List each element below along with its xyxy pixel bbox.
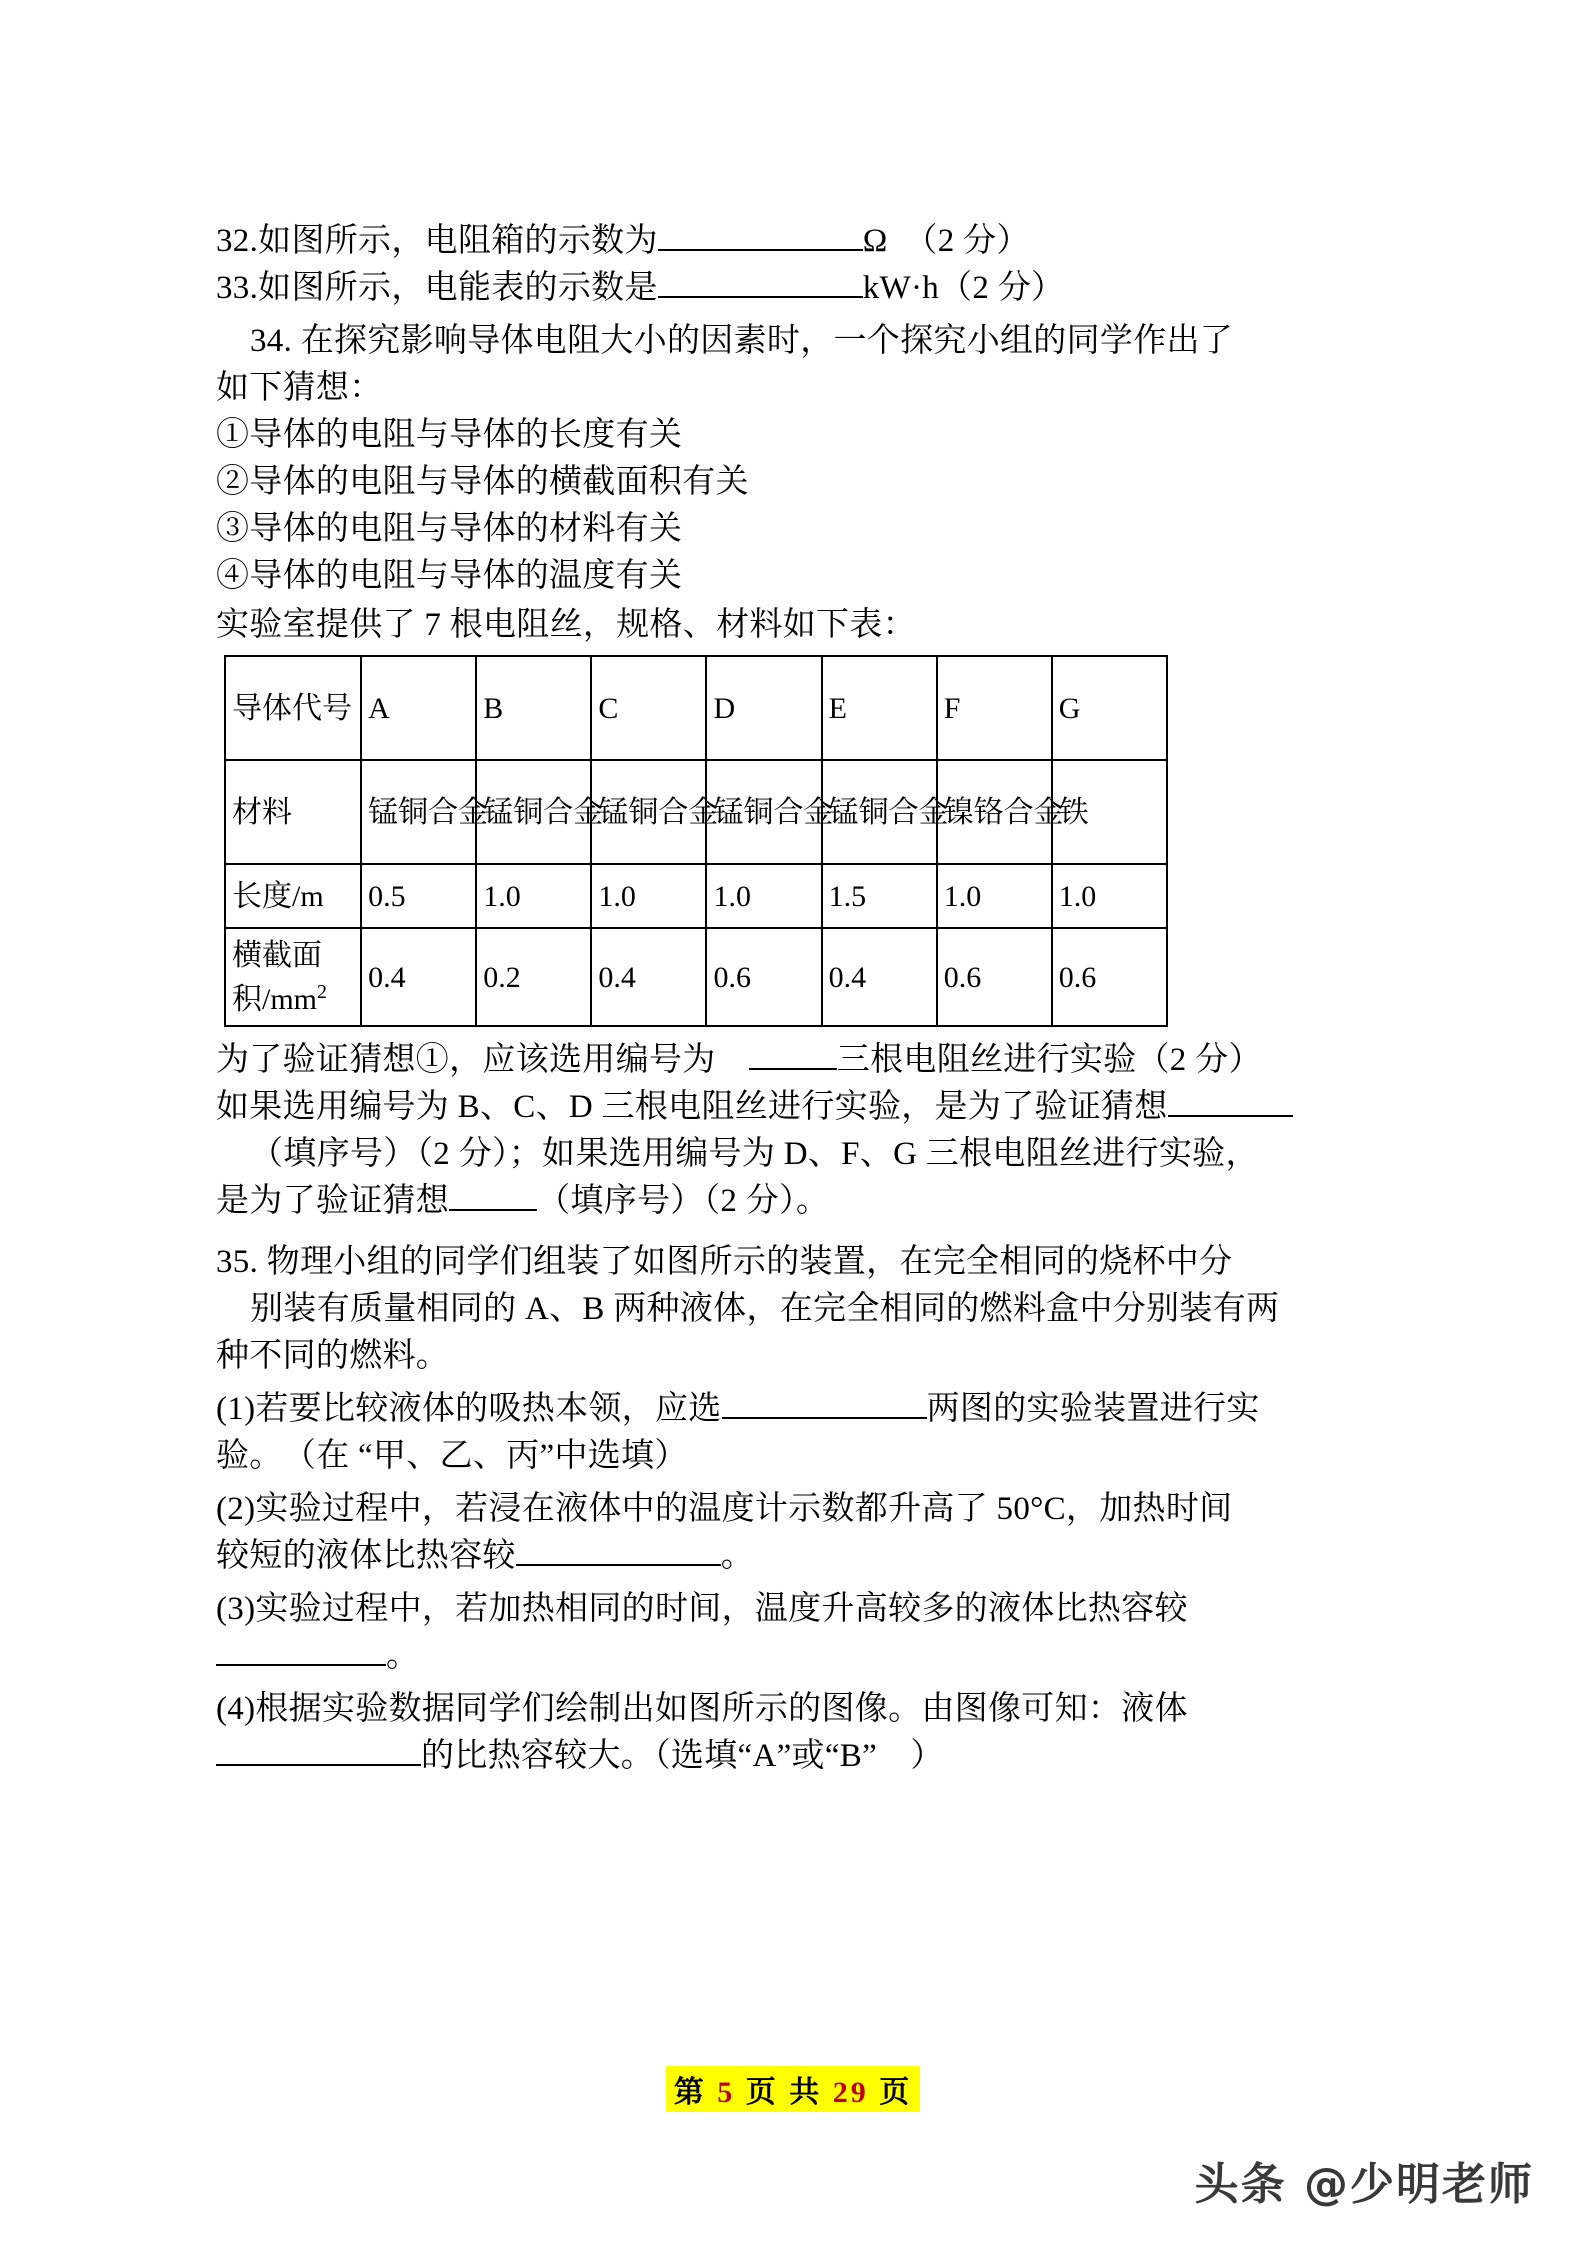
guess-item-4: ④导体的电阻与导体的温度有关 (216, 558, 683, 594)
table-rowheader-code: 导体代号 (225, 656, 361, 760)
table-cell-length-a: 0.5 (361, 864, 476, 928)
question-33-number: 33. (216, 270, 259, 306)
q35-sub-2 (216, 1486, 1376, 1580)
table-rowheader-area-text: 横截面积/mm (232, 938, 322, 1016)
q35-sub-4-line-1: (4)根据实验数据同学们绘制出如图所示的图像。由图像可知：液体 (216, 1691, 1188, 1727)
question-33-answer-blank[interactable] (658, 296, 863, 298)
table-cell-length-g: 1.0 (1052, 864, 1167, 928)
question-33 (216, 265, 1376, 312)
question-32-text-after: Ω （2 分） (862, 223, 1030, 259)
q35-sub-1-text-b: 两图的实验装置进行实 (926, 1391, 1260, 1427)
q35-sub-3-line-2 (216, 1633, 1376, 1680)
table-cell-length-f: 1.0 (937, 864, 1052, 928)
guess-item-3: ③导体的电阻与导体的材料有关 (216, 511, 683, 547)
q34-followup-line-4-text-a: 是为了验证猜想 (216, 1183, 450, 1219)
table-cell-material-f: 镍铬合金 (937, 760, 1052, 864)
table-cell-area-a: 0.4 (361, 928, 476, 1026)
table-cell-length-b: 1.0 (476, 864, 591, 928)
table-cell-material-c: 锰铜合金 (591, 760, 706, 864)
table-cell-code-g: G (1052, 656, 1167, 760)
table-row-length (225, 864, 1167, 928)
table-row-area (225, 928, 1167, 1026)
page-number-highlight (666, 2066, 921, 2112)
q34-followup-line-1-text-a: 为了验证猜想①，应该选用编号为 (216, 1042, 716, 1078)
q35-stem-line-3: 种不同的燃料。 (216, 1338, 450, 1374)
q34-followup-line-4 (216, 1178, 1376, 1225)
question-34-stem-line-1: 34. 在探究影响导体电阻大小的因素时，一个探究小组的同学作出了 (250, 323, 1234, 359)
q35-sub-2-text-b: 。 (720, 1538, 755, 1574)
q34-followup-line-3: （填序号）（2 分）；如果选用编号为 D、F、G 三根电阻丝进行实验， (250, 1136, 1259, 1172)
guess-item-1: ①导体的电阻与导体的长度有关 (216, 417, 683, 453)
q35-sub-3-text: 。 (386, 1638, 420, 1674)
q35-sub-4-line-2 (216, 1733, 1376, 1780)
table-cell-material-g: 铁 (1052, 760, 1167, 864)
table-cell-code-b: B (476, 656, 591, 760)
resistance-wire-table (224, 655, 1168, 1027)
table-cell-length-d: 1.0 (706, 864, 821, 928)
table-cell-material-a: 锰铜合金 (361, 760, 476, 864)
question-33-text-before: 如图所示，电能表的示数是 (258, 270, 658, 306)
table-cell-code-e: E (822, 656, 937, 760)
table-rowheader-material: 材料 (225, 760, 361, 864)
q35-sub-3-blank[interactable] (216, 1664, 386, 1666)
table-cell-length-e: 1.5 (822, 864, 937, 928)
q34-followup-line-4-text-b: （填序号）（2 分）。 (537, 1183, 830, 1219)
q35-sub-4-text: 的比热容较大。（选填“A”或“B” ） (421, 1738, 944, 1774)
question-35 (216, 1239, 1376, 1780)
q34-followup-blank-3[interactable] (449, 1209, 537, 1211)
table-cell-code-a: A (361, 656, 476, 760)
q35-sub-2-text-a: 较短的液体比热容较 (216, 1538, 516, 1574)
question-34-stem-line-2: 如下猜想： (216, 370, 383, 406)
question-32-text-before: 如图所示，电阻箱的示数为 (258, 223, 658, 259)
q35-stem-line-1: 35. 物理小组的同学们组装了如图所示的装置，在完全相同的烧杯中分 (216, 1244, 1233, 1280)
table-cell-material-d: 锰铜合金 (706, 760, 821, 864)
question-33-text-after: kW·h（2 分） (862, 270, 1065, 306)
question-34-guess-list (216, 412, 1376, 600)
q35-sub-2-line-2 (216, 1533, 1376, 1580)
question-32 (216, 218, 1376, 265)
table-cell-code-d: D (706, 656, 821, 760)
table-intro-text: 实验室提供了 7 根电阻丝，规格、材料如下表： (216, 607, 916, 643)
q34-followup-blank-2[interactable] (1168, 1115, 1293, 1117)
question-34-followup (216, 1037, 1376, 1225)
q35-sub-4 (216, 1686, 1376, 1780)
table-row-material (225, 760, 1167, 864)
q35-sub-1-line-2: 验。 （在 “甲、乙、丙”中选填） (216, 1438, 688, 1474)
table-row-code (225, 656, 1167, 760)
table-cell-material-e: 锰铜合金 (822, 760, 937, 864)
table-rowheader-length: 长度/m (225, 864, 361, 928)
q35-sub-3-line-1: (3)实验过程中，若加热相同的时间，温度升高较多的液体比热容较 (216, 1591, 1188, 1627)
footer-suffix: 页 (879, 2076, 913, 2109)
q35-sub-1-blank[interactable] (722, 1417, 927, 1419)
footer-middle: 页 共 (745, 2076, 823, 2109)
question-32-number: 32. (216, 223, 259, 259)
table-cell-material-b: 锰铜合金 (476, 760, 591, 864)
q35-sub-2-blank[interactable] (516, 1564, 721, 1566)
q35-sub-1-text-a: (1)若要比较液体的吸热本领，应选 (216, 1391, 722, 1427)
q35-sub-3 (216, 1586, 1376, 1680)
table-cell-area-f: 0.6 (937, 928, 1052, 1026)
q34-followup-line-1 (216, 1037, 1376, 1084)
table-cell-code-c: C (591, 656, 706, 760)
page-footer (0, 2066, 1586, 2112)
q35-stem-line-2: 别装有质量相同的 A、B 两种液体，在完全相同的燃料盒中分别装有两 (250, 1291, 1280, 1327)
table-cell-area-g: 0.6 (1052, 928, 1167, 1026)
q34-followup-blank-1[interactable] (749, 1068, 837, 1070)
footer-current-page: 5 (717, 2076, 736, 2109)
guess-item-2: ②导体的电阻与导体的横截面积有关 (216, 464, 749, 500)
document-content (216, 218, 1376, 1780)
q34-followup-line-2 (216, 1084, 1376, 1131)
q35-sub-1-line-1 (216, 1386, 1376, 1433)
q34-followup-line-1-text-b: 三根电阻丝进行实验（2 分） (836, 1042, 1262, 1078)
table-cell-area-d: 0.6 (706, 928, 821, 1026)
table-rowheader-area (225, 928, 361, 1026)
watermark-text: 头条 @少明老师 (1194, 2159, 1534, 2210)
table-rowheader-area-superscript: 2 (317, 980, 328, 1003)
table-cell-area-e: 0.4 (822, 928, 937, 1026)
q35-sub-4-blank[interactable] (216, 1764, 421, 1766)
q35-sub-1 (216, 1386, 1376, 1480)
table-cell-area-b: 0.2 (476, 928, 591, 1026)
q34-followup-line-2-text: 如果选用编号为 B、C、D 三根电阻丝进行实验，是为了验证猜想 (216, 1089, 1168, 1125)
footer-total-pages: 29 (832, 2076, 869, 2109)
footer-prefix: 第 (673, 2076, 707, 2109)
q35-sub-2-line-1: (2)实验过程中，若浸在液体中的温度计示数都升高了 50°C，加热时间 (216, 1491, 1233, 1527)
question-32-answer-blank[interactable] (658, 249, 863, 251)
table-cell-code-f: F (937, 656, 1052, 760)
table-cell-area-c: 0.4 (591, 928, 706, 1026)
table-cell-length-c: 1.0 (591, 864, 706, 928)
